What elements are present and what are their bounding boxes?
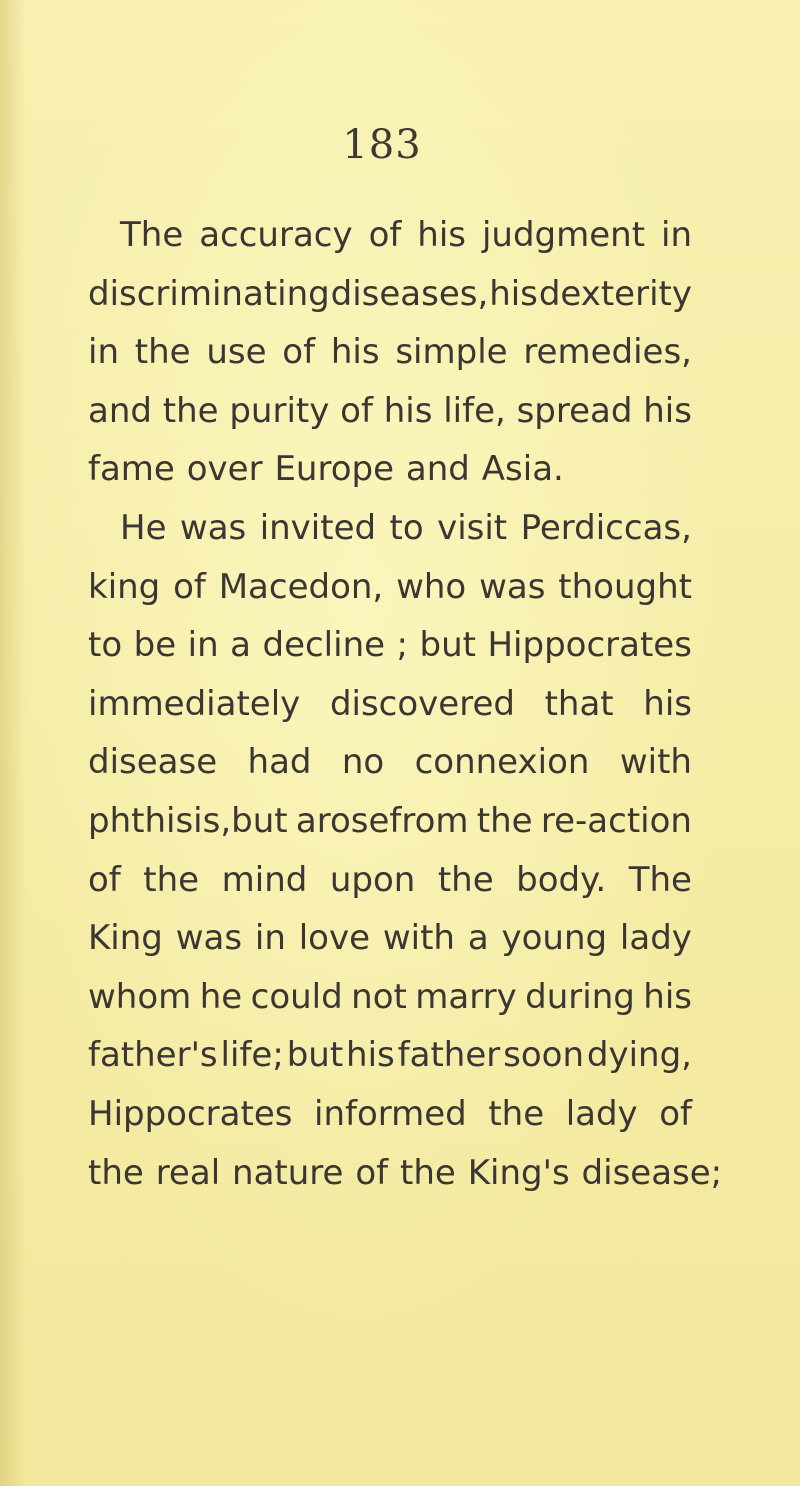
word: was [175, 918, 243, 959]
word: his [643, 683, 692, 724]
text-line [88, 440, 692, 499]
word: discovered [329, 683, 515, 724]
word: dying, [586, 1035, 692, 1076]
text-line [88, 792, 692, 851]
paragraph [88, 206, 692, 499]
word: of [173, 566, 206, 607]
word: life; [220, 1035, 284, 1076]
word: a [230, 625, 251, 666]
word: discriminating [88, 273, 330, 314]
text-line [88, 675, 692, 734]
body-text [88, 206, 723, 1202]
word: his [346, 1035, 395, 1076]
word: fame [88, 449, 175, 490]
word: who [396, 566, 467, 607]
word: love [298, 918, 371, 959]
word: the [143, 859, 200, 900]
word: spread [516, 390, 633, 431]
word: invited [259, 507, 377, 548]
word: King [88, 918, 163, 959]
word: he [199, 976, 243, 1017]
word: The [120, 215, 184, 255]
word: soon [503, 1035, 585, 1076]
word: over [186, 449, 263, 490]
word: the [400, 1152, 456, 1193]
word: visit [437, 507, 508, 548]
word: real [155, 1152, 221, 1193]
word: his [489, 273, 538, 314]
page-number: 183 [342, 122, 422, 168]
word: informed [314, 1093, 467, 1134]
word: in [254, 918, 286, 959]
word: young [501, 918, 608, 959]
word: of [355, 1152, 389, 1193]
word: whom [88, 976, 192, 1017]
paragraph [88, 499, 723, 1202]
word: remedies, [523, 332, 692, 373]
word: in [661, 215, 692, 255]
word: during [525, 976, 635, 1017]
word: be [133, 625, 177, 666]
text-line [88, 558, 692, 617]
word: of [368, 215, 402, 255]
word: marry [415, 976, 517, 1017]
word: arosefrom [295, 800, 469, 841]
word: of [659, 1093, 692, 1134]
word: that [544, 683, 614, 724]
word: had [247, 742, 312, 783]
word: phthisis,but [88, 800, 288, 841]
word: connexion [414, 742, 590, 783]
word: in [187, 625, 219, 666]
text-line [88, 1085, 692, 1144]
word: simple [395, 332, 508, 373]
text-line [88, 733, 692, 792]
word: was [479, 566, 546, 607]
word: purity [229, 390, 330, 431]
word: the [88, 1152, 144, 1193]
word: life, [443, 390, 506, 431]
word: Europe [274, 449, 395, 490]
word: with [382, 918, 455, 959]
word: the [476, 800, 533, 841]
word: of [282, 332, 316, 373]
word: Asia. [481, 449, 564, 490]
word: king [88, 566, 161, 607]
word: with [619, 742, 692, 783]
word: dexterity [538, 273, 692, 314]
word: and [405, 449, 470, 490]
word: was [179, 507, 247, 548]
word: in [88, 332, 119, 373]
word: disease; [581, 1152, 723, 1193]
word: of [340, 390, 373, 431]
word: King's [467, 1152, 570, 1193]
text-line [88, 1144, 723, 1203]
word: The [628, 859, 692, 900]
text-line [88, 265, 692, 324]
text-line [88, 1026, 692, 1085]
word: but [286, 1035, 344, 1076]
text-line [88, 206, 692, 265]
word: his [643, 976, 692, 1017]
word: could [250, 976, 343, 1017]
word: ; [396, 625, 409, 666]
word: judgment [481, 215, 646, 255]
word: the [437, 859, 494, 900]
word: immediately [88, 683, 301, 724]
word: his [417, 215, 467, 255]
word: the [134, 332, 191, 373]
word: to [389, 507, 424, 548]
word: the [162, 390, 219, 431]
word: use [206, 332, 267, 373]
text-line [88, 323, 692, 382]
word: not [351, 976, 407, 1017]
word: nature [232, 1152, 344, 1193]
word: Hippocrates [487, 625, 692, 666]
word: decline [262, 625, 386, 666]
word: a [467, 918, 489, 959]
word: his [383, 390, 433, 431]
text-line [88, 499, 692, 558]
word: father's [88, 1035, 218, 1076]
word: lady [619, 918, 692, 959]
word: Perdiccas, [520, 507, 692, 548]
word: upon [329, 859, 416, 900]
word: his [330, 332, 380, 373]
text-line [88, 382, 692, 441]
word: disease [88, 742, 218, 783]
word: accuracy [199, 215, 353, 255]
word: father [397, 1035, 501, 1076]
word: and [88, 390, 152, 431]
word: but [419, 625, 476, 666]
word: thought [558, 566, 692, 607]
word: the [488, 1093, 545, 1134]
word: re-action [540, 800, 692, 841]
word: diseases, [330, 273, 489, 314]
text-line [88, 968, 692, 1027]
word: body. [516, 859, 607, 900]
word: Hippocrates [88, 1093, 293, 1134]
text-line [88, 851, 692, 910]
page-edge-shadow [0, 0, 26, 1486]
text-line [88, 616, 692, 675]
word: lady [565, 1093, 638, 1134]
word: no [341, 742, 385, 783]
word: He [120, 507, 167, 548]
text-line [88, 909, 692, 968]
word: to [88, 625, 123, 666]
word: of [88, 859, 121, 900]
word: mind [221, 859, 308, 900]
word: Macedon, [218, 566, 384, 607]
word: his [643, 390, 692, 431]
